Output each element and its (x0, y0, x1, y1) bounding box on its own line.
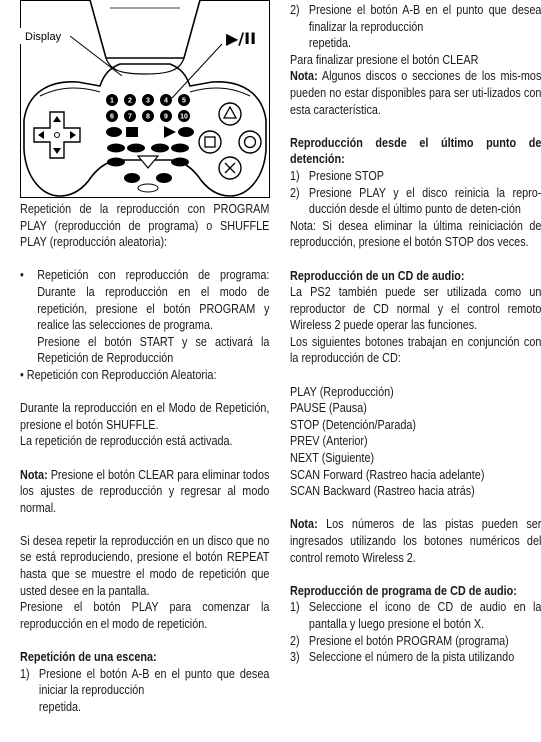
bullet-program-text: Repetición con reproducción de programa: Durante la reproducción en el modo de repetición, presione el botón PROGRAM y realice las selecciones de programa. (37, 268, 270, 333)
scene-step-2 (290, 2, 541, 35)
shuffle-paragraph-1: Durante la reproducción en el Modo de Repetición, presione el botón SHUFFLE. (20, 401, 270, 432)
scene-repeat-heading: Repetición de una escena: (20, 650, 157, 665)
scene-step-2-cont: repetida. (308, 36, 352, 51)
right-column (290, 2, 541, 666)
audio-cd-paragraph-1: La PS2 también puede ser utilizada como un reproductor de CD normal y el control remoto Wireless 2 puede operar las funciones. (290, 285, 541, 333)
step-number: 2) (290, 633, 300, 648)
resume-heading: Reproducción desde el último punto de detención: (290, 135, 541, 167)
resume-step-1 (290, 168, 541, 185)
step-number: 2) (290, 3, 300, 17)
step-number: 1) (290, 168, 300, 183)
cd-button-item: PREV (Anterior) (290, 434, 368, 449)
note-label: Nota: (290, 517, 318, 532)
clear-instruction: Para finalizar presione el botón CLEAR (290, 52, 479, 67)
note-label: Nota: (20, 467, 48, 482)
svg-text:10: 10 (180, 113, 188, 121)
step-text: Seleccione el número de la pista utilizando (308, 650, 515, 665)
bullet-program-repeat (20, 267, 269, 367)
svg-text:6: 6 (110, 113, 114, 121)
cd-button-item: PAUSE (Pausa) (290, 401, 367, 416)
resume-note: Nota: Si desea eliminar la última reiniciación de reproducción, presione el botón STOP dos veces. (290, 218, 541, 250)
step-text: Presione STOP (308, 168, 384, 183)
cd-button-item: STOP (Detención/Parada) (290, 417, 417, 432)
bullet-mark: • (20, 268, 24, 283)
program-cd-heading: Reproducción de programa de CD de audio: (290, 583, 517, 598)
step-text: Seleccione el icono de CD de audio en la pantalla y luego presione el botón X. (308, 600, 541, 631)
step-number: 1) (290, 600, 300, 615)
program-step-1 (290, 599, 541, 632)
note-label: Nota: (290, 69, 318, 84)
wireless-remote-illustration (20, 0, 270, 198)
cd-button-item: PLAY (Reproducción) (290, 384, 394, 399)
step-text: Presione el botón PROGRAM (programa) (308, 633, 509, 648)
svg-text:9: 9 (164, 113, 168, 121)
program-step-3 (290, 649, 541, 666)
repeat-other-disc-1: Si desea repetir la reproducción en un disco que no se está reproduciendo, presione el botón REPEAT hasta que se muestre el modo de repetición que usted desee en la pantalla. (20, 533, 270, 598)
step-text: Presione el botón A-B en el punto que desea iniciar la reproducción (38, 666, 270, 698)
audio-cd-paragraph-2: Los siguientes botones trabajan en conjunción con la reproducción de CD: (290, 334, 541, 366)
svg-text:1: 1 (110, 97, 114, 105)
repeat-other-disc-2: Presione el botón PLAY para comenzar la reproducción en el modo de repetición. (20, 600, 270, 631)
svg-text:5: 5 (182, 97, 186, 105)
audio-cd-heading: Reproducción de un CD de audio: (290, 268, 465, 283)
play-pause-callout-label: ▶/II (226, 29, 257, 48)
note-text: Presione el botón CLEAR para eliminar todos los ajustes de reproducción y regresar al modo normal. (20, 467, 270, 515)
note-text: Algunos discos o secciones de los mis-mos pueden no estar disponibles para ser uti-lizados con esta característica. (290, 69, 541, 117)
cd-button-item: SCAN Forward (Rastreo hacia adelante) (290, 467, 485, 482)
receiver-window (90, 0, 200, 58)
step-number: 3) (290, 650, 300, 665)
step-text: Presione PLAY y el disco reinicia la repro-ducción desde el último punto de deten-ción (308, 185, 541, 217)
note-text: Los números de las pistas pueden ser ingresados utilizando los botones numéricos del control remoto Wireless 2. (290, 517, 541, 565)
step-number: 1) (20, 666, 30, 681)
display-callout-label: Display (25, 31, 62, 43)
repeat-intro: Repetición de la reproducción con PROGRAM PLAY (reproducción de programa) o SHUFFLE PLAY (reproducción aleatoria): (20, 202, 270, 250)
svg-text:3: 3 (146, 97, 150, 105)
cd-button-item: SCAN Backward (Rastreo hacia atrás) (290, 484, 475, 499)
resume-step-2 (290, 185, 541, 218)
scene-step-1 (20, 666, 269, 699)
svg-text:8: 8 (146, 113, 150, 121)
svg-text:4: 4 (164, 97, 168, 105)
scene-step-1-cont: repetida. (38, 699, 82, 714)
svg-text:7: 7 (128, 113, 132, 121)
step-text: Presione el botón A-B en el punto que desea finalizar la reproducción (308, 3, 541, 34)
cd-button-list (290, 384, 541, 500)
note-clear (20, 467, 269, 517)
bullet-program-text-2: Presione el botón START y se activará la Repetición de Reproducción (37, 334, 270, 366)
stop-icon (126, 127, 138, 137)
program-step-2 (290, 633, 541, 650)
svg-text:2: 2 (128, 97, 132, 105)
note-availability (290, 68, 541, 118)
note-track-numbers (290, 516, 541, 566)
cd-button-item: NEXT (Siguiente) (290, 451, 375, 466)
bullet-shuffle-repeat: • Repetición con Reproducción Aleatoria: (20, 367, 217, 382)
step-number: 2) (290, 185, 300, 200)
shuffle-paragraph-2: La repetición de reproducción está activada. (20, 434, 233, 449)
